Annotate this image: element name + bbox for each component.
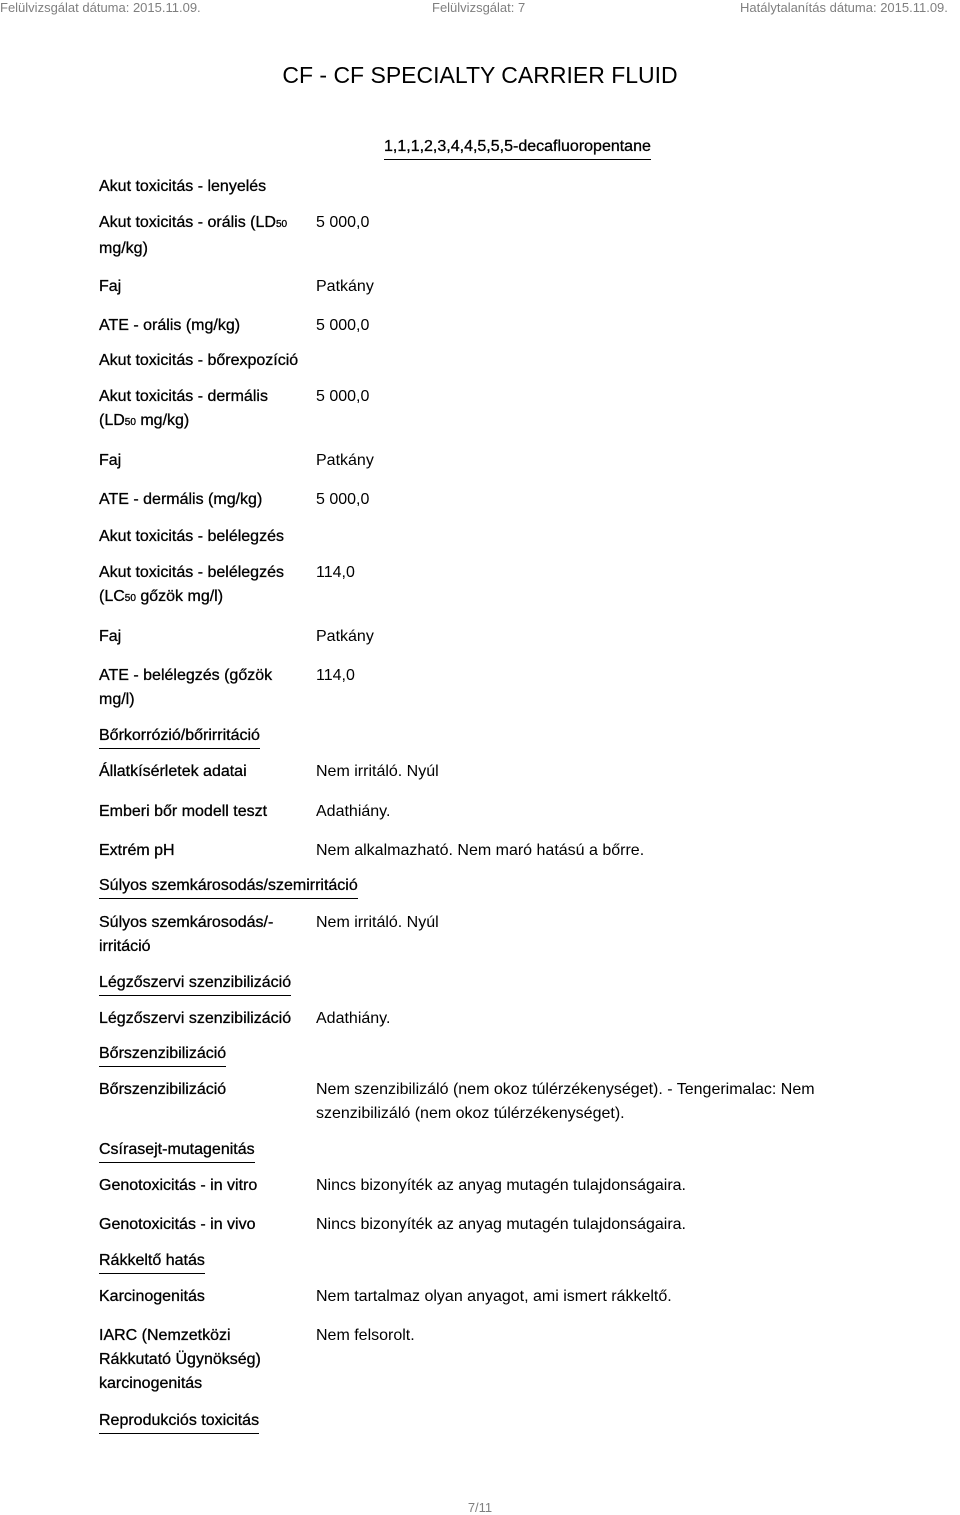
genotoxicity-in-vitro-value: Nincs bizonyíték az anyag mutagén tulajdonságaira. bbox=[316, 1177, 686, 1194]
respiratory-sensitisation-label: Légzőszervi szenzibilizáció bbox=[99, 1010, 292, 1027]
section-reproductive-toxicity: Reprodukciós toxicitás bbox=[99, 1412, 259, 1434]
dermal-ate-value: 5 000,0 bbox=[316, 491, 370, 508]
dermal-ld50-value: 5 000,0 bbox=[316, 388, 370, 405]
oral-species-value: Patkány bbox=[316, 278, 374, 295]
substance-name: 1,1,1,2,3,4,4,5,5,5-decafluoropentane bbox=[384, 138, 651, 160]
document-title: CF - CF SPECIALTY CARRIER FLUID bbox=[282, 62, 678, 88]
section-dermal-toxicity: Akut toxicitás - bőrexpozíció bbox=[99, 352, 299, 369]
oral-ld50-value: 5 000,0 bbox=[316, 214, 370, 231]
eye-damage-label: Súlyos szemkárosodás/- irritáció bbox=[99, 914, 274, 955]
inhalation-ate-label: ATE - belélegzés (gőzök mg/l) bbox=[99, 667, 273, 708]
oral-ld50-label: Akut toxicitás - orális (LD50 mg/kg) bbox=[99, 214, 288, 257]
section-germ-cell-mutagenicity: Csírasejt-mutagenitás bbox=[99, 1141, 255, 1163]
iarc-label: IARC (Nemzetközi Rákkutató Ügynökség) karcinogenitás bbox=[99, 1327, 261, 1392]
skin-sensitisation-label: Bőrszenzibilizáció bbox=[99, 1081, 227, 1098]
invalidation-date: Hatálytalanítás dátuma: 2015.11.09. bbox=[740, 0, 948, 15]
revision-number: Felülvizsgálat: 7 bbox=[432, 0, 526, 15]
section-carcinogenicity: Rákkeltő hatás bbox=[99, 1252, 205, 1274]
genotoxicity-in-vitro-label: Genotoxicitás - in vitro bbox=[99, 1177, 258, 1194]
section-oral-toxicity: Akut toxicitás - lenyelés bbox=[99, 178, 267, 195]
carcinogenicity-label: Karcinogenitás bbox=[99, 1288, 205, 1305]
dermal-species-value: Patkány bbox=[316, 452, 374, 469]
section-respiratory-sensitisation: Légzőszervi szenzibilizáció bbox=[99, 974, 291, 996]
oral-ate-value: 5 000,0 bbox=[316, 317, 370, 334]
section-eye-damage: Súlyos szemkárosodás/szemirritáció bbox=[99, 877, 358, 899]
human-skin-model-label: Emberi bőr modell teszt bbox=[99, 803, 268, 820]
animal-data-label: Állatkísérletek adatai bbox=[99, 763, 247, 780]
eye-damage-value: Nem irritáló. Nyúl bbox=[316, 914, 439, 931]
extreme-ph-label: Extrém pH bbox=[99, 842, 175, 859]
oral-ate-label: ATE - orális (mg/kg) bbox=[99, 317, 241, 334]
inhalation-species-label: Faj bbox=[99, 628, 122, 645]
carcinogenicity-value: Nem tartalmaz olyan anyagot, ami ismert rákkeltő. bbox=[316, 1288, 672, 1305]
genotoxicity-in-vivo-value: Nincs bizonyíték az anyag mutagén tulajdonságaira. bbox=[316, 1216, 686, 1233]
inhalation-species-value: Patkány bbox=[316, 628, 374, 645]
human-skin-model-value: Adathiány. bbox=[316, 803, 391, 820]
iarc-value: Nem felsorolt. bbox=[316, 1327, 415, 1344]
page-number: 7/11 bbox=[467, 1500, 493, 1515]
genotoxicity-in-vivo-label: Genotoxicitás - in vivo bbox=[99, 1216, 256, 1233]
section-skin-sensitisation: Bőrszenzibilizáció bbox=[99, 1045, 226, 1067]
section-skin-corrosion: Bőrkorrózió/bőrirritáció bbox=[99, 727, 260, 749]
inhalation-lc50-value: 114,0 bbox=[316, 564, 355, 581]
dermal-species-label: Faj bbox=[99, 452, 122, 469]
respiratory-sensitisation-value: Adathiány. bbox=[316, 1010, 391, 1027]
section-inhalation-toxicity: Akut toxicitás - belélegzés bbox=[99, 528, 284, 545]
revision-date: Felülvizsgálat dátuma: 2015.11.09. bbox=[0, 0, 201, 15]
dermal-ate-label: ATE - dermális (mg/kg) bbox=[99, 491, 263, 508]
inhalation-lc50-label: Akut toxicitás - belélegzés (LC50 gőzök mg/l) bbox=[99, 564, 284, 605]
animal-data-value: Nem irritáló. Nyúl bbox=[316, 763, 439, 780]
inhalation-ate-value: 114,0 bbox=[316, 667, 355, 684]
extreme-ph-value: Nem alkalmazható. Nem maró hatású a bőrre. bbox=[316, 842, 645, 859]
dermal-ld50-label: Akut toxicitás - dermális (LD50 mg/kg) bbox=[99, 388, 268, 429]
oral-species-label: Faj bbox=[99, 278, 122, 295]
skin-sensitisation-value: Nem szenzibilizáló (nem okoz túlérzékenységet). - Tengerimalac: Nem szenzibilizáló (nem okoz túlérzékenységet). bbox=[316, 1081, 815, 1122]
